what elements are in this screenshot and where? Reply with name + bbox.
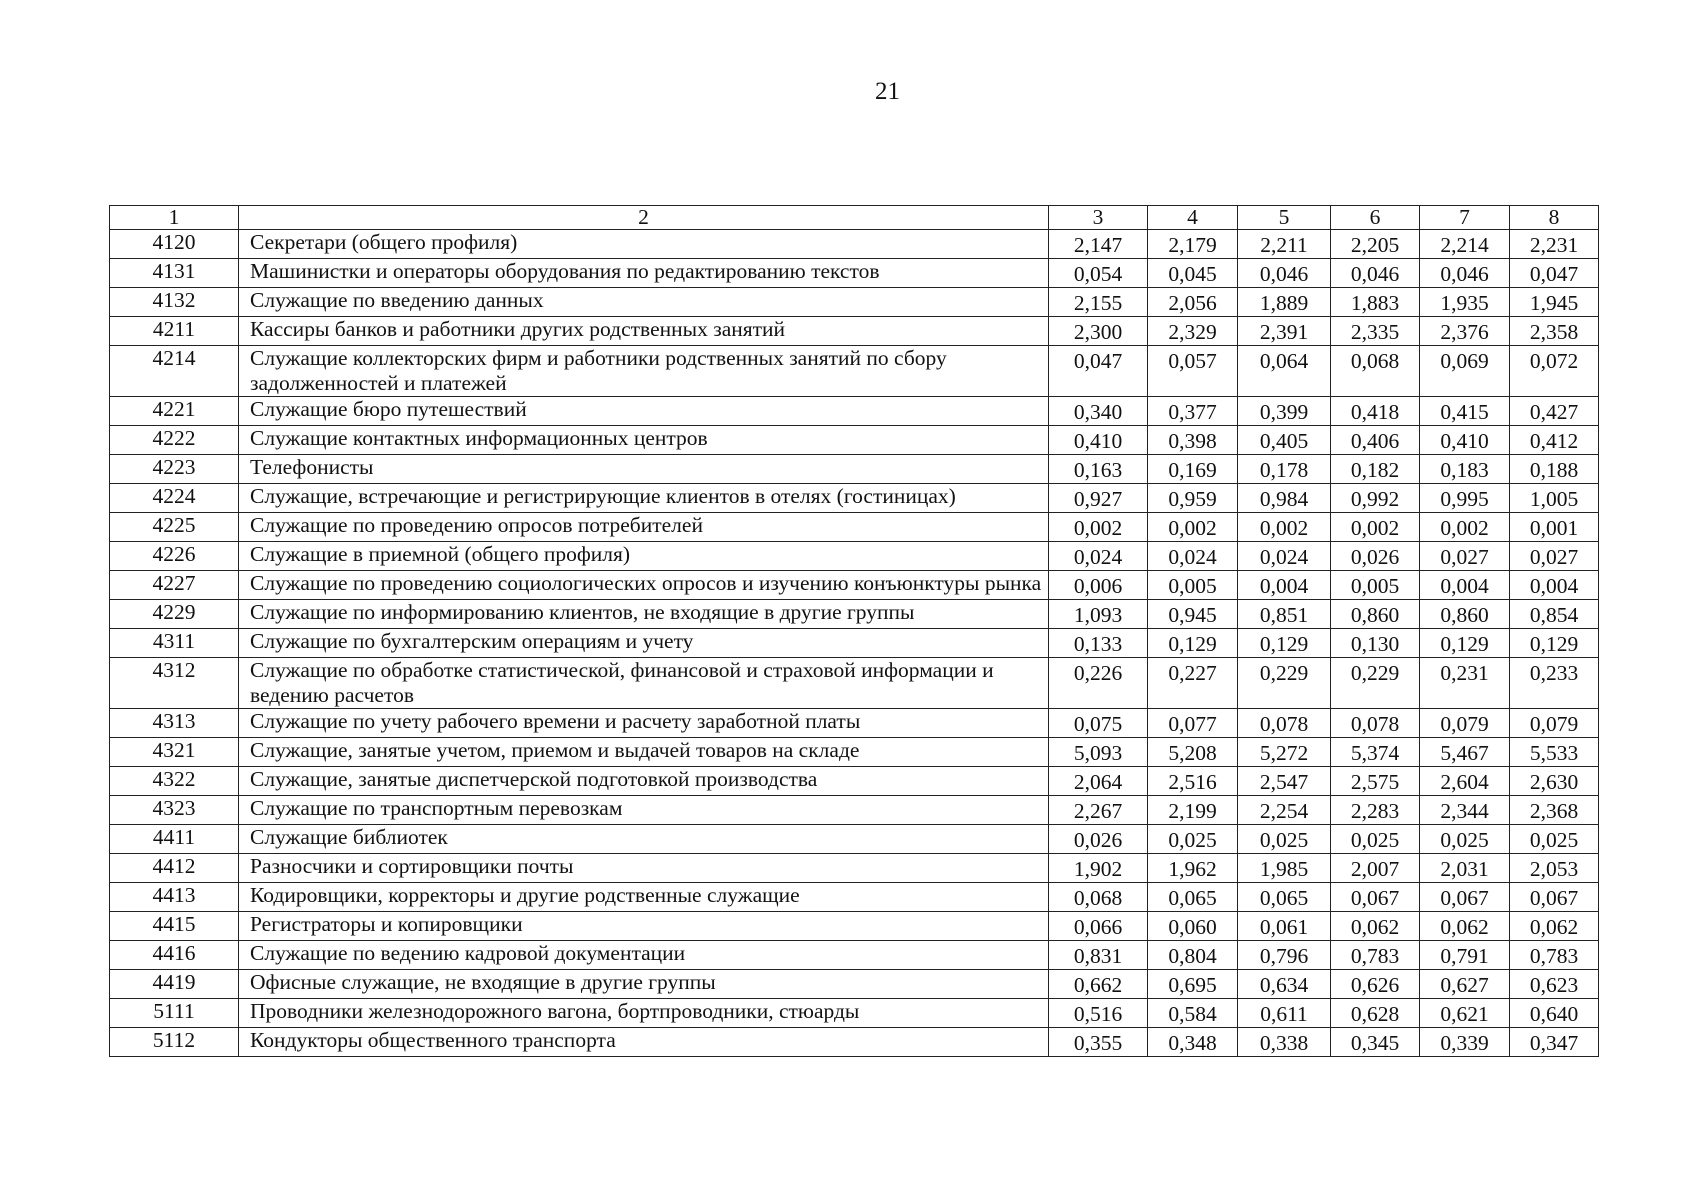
value-cell: 0,066 bbox=[1049, 912, 1148, 941]
value-cell: 0,405 bbox=[1238, 426, 1331, 455]
value-cell: 0,046 bbox=[1420, 259, 1510, 288]
value-cell: 0,072 bbox=[1510, 346, 1599, 397]
value-cell: 0,025 bbox=[1510, 825, 1599, 854]
header-cell: 7 bbox=[1420, 206, 1510, 230]
occupation-name-cell: Кодировщики, корректоры и другие родственные служащие bbox=[239, 883, 1049, 912]
value-cell: 0,188 bbox=[1510, 455, 1599, 484]
value-cell: 0,067 bbox=[1510, 883, 1599, 912]
value-cell: 0,233 bbox=[1510, 658, 1599, 709]
occupation-code-cell: 4214 bbox=[110, 346, 239, 397]
occupation-name-cell: Служащие по ведению кадровой документации bbox=[239, 941, 1049, 970]
value-cell: 0,002 bbox=[1049, 513, 1148, 542]
occupation-name-cell: Разносчики и сортировщики почты bbox=[239, 854, 1049, 883]
value-cell: 2,031 bbox=[1420, 854, 1510, 883]
value-cell: 0,338 bbox=[1238, 1028, 1331, 1057]
table-row bbox=[110, 767, 1599, 796]
value-cell: 0,077 bbox=[1148, 709, 1238, 738]
value-cell: 2,211 bbox=[1238, 230, 1331, 259]
value-cell: 0,412 bbox=[1510, 426, 1599, 455]
value-cell: 2,053 bbox=[1510, 854, 1599, 883]
value-cell: 0,002 bbox=[1238, 513, 1331, 542]
value-cell: 0,169 bbox=[1148, 455, 1238, 484]
value-cell: 1,005 bbox=[1510, 484, 1599, 513]
occupation-name-cell: Служащие, занятые диспетчерской подготовкой производства bbox=[239, 767, 1049, 796]
value-cell: 0,129 bbox=[1510, 629, 1599, 658]
table-row bbox=[110, 571, 1599, 600]
value-cell: 2,547 bbox=[1238, 767, 1331, 796]
value-cell: 0,377 bbox=[1148, 397, 1238, 426]
table-row bbox=[110, 484, 1599, 513]
value-cell: 0,791 bbox=[1420, 941, 1510, 970]
occupation-name-cell: Служащие по проведению опросов потребителей bbox=[239, 513, 1049, 542]
value-cell: 0,418 bbox=[1331, 397, 1420, 426]
value-cell: 2,358 bbox=[1510, 317, 1599, 346]
value-cell: 0,025 bbox=[1148, 825, 1238, 854]
value-cell: 0,024 bbox=[1238, 542, 1331, 571]
header-cell: 2 bbox=[239, 206, 1049, 230]
value-cell: 0,927 bbox=[1049, 484, 1148, 513]
table-header-row bbox=[110, 206, 1599, 230]
occupation-name-cell: Служащие по учету рабочего времени и расчету заработной платы bbox=[239, 709, 1049, 738]
value-cell: 0,062 bbox=[1420, 912, 1510, 941]
value-cell: 0,355 bbox=[1049, 1028, 1148, 1057]
table-row bbox=[110, 970, 1599, 999]
table-row bbox=[110, 629, 1599, 658]
value-cell: 0,005 bbox=[1148, 571, 1238, 600]
value-cell: 1,902 bbox=[1049, 854, 1148, 883]
table-row bbox=[110, 796, 1599, 825]
value-cell: 0,621 bbox=[1420, 999, 1510, 1028]
value-cell: 5,272 bbox=[1238, 738, 1331, 767]
header-cell: 5 bbox=[1238, 206, 1331, 230]
value-cell: 0,005 bbox=[1331, 571, 1420, 600]
value-cell: 0,045 bbox=[1148, 259, 1238, 288]
value-cell: 0,078 bbox=[1238, 709, 1331, 738]
table-row bbox=[110, 825, 1599, 854]
value-cell: 0,163 bbox=[1049, 455, 1148, 484]
value-cell: 0,831 bbox=[1049, 941, 1148, 970]
value-cell: 0,783 bbox=[1331, 941, 1420, 970]
value-cell: 1,093 bbox=[1049, 600, 1148, 629]
occupation-name-cell: Служащие по введению данных bbox=[239, 288, 1049, 317]
value-cell: 5,533 bbox=[1510, 738, 1599, 767]
value-cell: 0,046 bbox=[1331, 259, 1420, 288]
table-row bbox=[110, 426, 1599, 455]
value-cell: 0,584 bbox=[1148, 999, 1238, 1028]
occupation-name-cell: Служащие в приемной (общего профиля) bbox=[239, 542, 1049, 571]
value-cell: 2,214 bbox=[1420, 230, 1510, 259]
value-cell: 0,002 bbox=[1148, 513, 1238, 542]
value-cell: 0,945 bbox=[1148, 600, 1238, 629]
occupation-name-cell: Проводники железнодорожного вагона, бортпроводники, стюарды bbox=[239, 999, 1049, 1028]
value-cell: 0,626 bbox=[1331, 970, 1420, 999]
value-cell: 0,231 bbox=[1420, 658, 1510, 709]
value-cell: 0,796 bbox=[1238, 941, 1331, 970]
value-cell: 0,075 bbox=[1049, 709, 1148, 738]
header-cell: 1 bbox=[110, 206, 239, 230]
value-cell: 5,208 bbox=[1148, 738, 1238, 767]
value-cell: 2,391 bbox=[1238, 317, 1331, 346]
occupation-code-cell: 4222 bbox=[110, 426, 239, 455]
value-cell: 0,339 bbox=[1420, 1028, 1510, 1057]
value-cell: 0,406 bbox=[1331, 426, 1420, 455]
value-cell: 0,348 bbox=[1148, 1028, 1238, 1057]
occupation-name-cell: Служащие библиотек bbox=[239, 825, 1049, 854]
table-row bbox=[110, 397, 1599, 426]
value-cell: 0,004 bbox=[1420, 571, 1510, 600]
value-cell: 0,611 bbox=[1238, 999, 1331, 1028]
value-cell: 1,883 bbox=[1331, 288, 1420, 317]
occupation-code-cell: 4132 bbox=[110, 288, 239, 317]
value-cell: 0,079 bbox=[1510, 709, 1599, 738]
value-cell: 2,267 bbox=[1049, 796, 1148, 825]
occupation-code-cell: 4211 bbox=[110, 317, 239, 346]
table-row bbox=[110, 738, 1599, 767]
table-row bbox=[110, 317, 1599, 346]
occupation-name-cell: Кассиры банков и работники других родственных занятий bbox=[239, 317, 1049, 346]
value-cell: 0,067 bbox=[1420, 883, 1510, 912]
value-cell: 0,027 bbox=[1420, 542, 1510, 571]
occupation-code-cell: 4221 bbox=[110, 397, 239, 426]
value-cell: 0,226 bbox=[1049, 658, 1148, 709]
value-cell: 0,004 bbox=[1238, 571, 1331, 600]
value-cell: 5,093 bbox=[1049, 738, 1148, 767]
value-cell: 1,889 bbox=[1238, 288, 1331, 317]
value-cell: 0,068 bbox=[1331, 346, 1420, 397]
occupation-name-cell: Служащие коллекторских фирм и работники родственных занятий по сбору задолженностей и платежей bbox=[239, 346, 1049, 397]
header-cell: 3 bbox=[1049, 206, 1148, 230]
value-cell: 0,079 bbox=[1420, 709, 1510, 738]
occupation-name-cell: Служащие по обработке статистической, финансовой и страховой информации и ведению расчетов bbox=[239, 658, 1049, 709]
value-cell: 1,935 bbox=[1420, 288, 1510, 317]
value-cell: 0,229 bbox=[1238, 658, 1331, 709]
value-cell: 0,860 bbox=[1331, 600, 1420, 629]
value-cell: 0,178 bbox=[1238, 455, 1331, 484]
occupation-code-cell: 4227 bbox=[110, 571, 239, 600]
occupation-code-cell: 5112 bbox=[110, 1028, 239, 1057]
value-cell: 0,046 bbox=[1238, 259, 1331, 288]
table-row bbox=[110, 854, 1599, 883]
occupation-name-cell: Секретари (общего профиля) bbox=[239, 230, 1049, 259]
occupation-code-cell: 4322 bbox=[110, 767, 239, 796]
occupation-name-cell: Служащие по бухгалтерским операциям и учету bbox=[239, 629, 1049, 658]
occupation-code-cell: 4120 bbox=[110, 230, 239, 259]
value-cell: 0,065 bbox=[1148, 883, 1238, 912]
value-cell: 0,398 bbox=[1148, 426, 1238, 455]
value-cell: 0,427 bbox=[1510, 397, 1599, 426]
occupation-name-cell: Служащие по транспортным перевозкам bbox=[239, 796, 1049, 825]
table-row bbox=[110, 542, 1599, 571]
value-cell: 0,995 bbox=[1420, 484, 1510, 513]
occupation-code-cell: 4224 bbox=[110, 484, 239, 513]
occupation-code-cell: 4412 bbox=[110, 854, 239, 883]
value-cell: 0,057 bbox=[1148, 346, 1238, 397]
value-cell: 0,064 bbox=[1238, 346, 1331, 397]
occupation-name-cell: Служащие по информированию клиентов, не входящие в другие группы bbox=[239, 600, 1049, 629]
value-cell: 0,627 bbox=[1420, 970, 1510, 999]
value-cell: 0,695 bbox=[1148, 970, 1238, 999]
table-row bbox=[110, 709, 1599, 738]
value-cell: 2,329 bbox=[1148, 317, 1238, 346]
table-row bbox=[110, 1028, 1599, 1057]
table-row bbox=[110, 658, 1599, 709]
occupation-name-cell: Телефонисты bbox=[239, 455, 1049, 484]
value-cell: 0,069 bbox=[1420, 346, 1510, 397]
table-row bbox=[110, 288, 1599, 317]
value-cell: 0,851 bbox=[1238, 600, 1331, 629]
occupation-code-cell: 4415 bbox=[110, 912, 239, 941]
value-cell: 0,002 bbox=[1331, 513, 1420, 542]
value-cell: 2,283 bbox=[1331, 796, 1420, 825]
value-cell: 0,783 bbox=[1510, 941, 1599, 970]
value-cell: 0,133 bbox=[1049, 629, 1148, 658]
header-cell: 8 bbox=[1510, 206, 1599, 230]
occupation-code-cell: 4419 bbox=[110, 970, 239, 999]
occupation-code-cell: 4226 bbox=[110, 542, 239, 571]
value-cell: 2,604 bbox=[1420, 767, 1510, 796]
value-cell: 0,623 bbox=[1510, 970, 1599, 999]
value-cell: 0,026 bbox=[1049, 825, 1148, 854]
table-body bbox=[110, 206, 1599, 1057]
value-cell: 0,002 bbox=[1420, 513, 1510, 542]
table-row bbox=[110, 941, 1599, 970]
occupation-code-cell: 4223 bbox=[110, 455, 239, 484]
value-cell: 0,182 bbox=[1331, 455, 1420, 484]
value-cell: 0,640 bbox=[1510, 999, 1599, 1028]
value-cell: 0,415 bbox=[1420, 397, 1510, 426]
value-cell: 0,062 bbox=[1510, 912, 1599, 941]
value-cell: 1,962 bbox=[1148, 854, 1238, 883]
value-cell: 2,231 bbox=[1510, 230, 1599, 259]
value-cell: 0,062 bbox=[1331, 912, 1420, 941]
occupation-name-cell: Служащие бюро путешествий bbox=[239, 397, 1049, 426]
value-cell: 2,254 bbox=[1238, 796, 1331, 825]
value-cell: 0,047 bbox=[1049, 346, 1148, 397]
value-cell: 0,129 bbox=[1238, 629, 1331, 658]
value-cell: 0,025 bbox=[1420, 825, 1510, 854]
value-cell: 1,945 bbox=[1510, 288, 1599, 317]
occupation-code-cell: 4416 bbox=[110, 941, 239, 970]
value-cell: 0,340 bbox=[1049, 397, 1148, 426]
value-cell: 2,155 bbox=[1049, 288, 1148, 317]
value-cell: 0,078 bbox=[1331, 709, 1420, 738]
value-cell: 0,025 bbox=[1331, 825, 1420, 854]
value-cell: 2,335 bbox=[1331, 317, 1420, 346]
value-cell: 0,129 bbox=[1420, 629, 1510, 658]
occupation-code-cell: 4321 bbox=[110, 738, 239, 767]
value-cell: 2,575 bbox=[1331, 767, 1420, 796]
value-cell: 0,804 bbox=[1148, 941, 1238, 970]
occupation-code-cell: 4225 bbox=[110, 513, 239, 542]
value-cell: 0,047 bbox=[1510, 259, 1599, 288]
occupation-code-cell: 4313 bbox=[110, 709, 239, 738]
value-cell: 0,345 bbox=[1331, 1028, 1420, 1057]
value-cell: 0,854 bbox=[1510, 600, 1599, 629]
value-cell: 0,399 bbox=[1238, 397, 1331, 426]
value-cell: 2,064 bbox=[1049, 767, 1148, 796]
occupation-code-cell: 4411 bbox=[110, 825, 239, 854]
table-row bbox=[110, 883, 1599, 912]
value-cell: 0,027 bbox=[1510, 542, 1599, 571]
value-cell: 2,179 bbox=[1148, 230, 1238, 259]
value-cell: 0,024 bbox=[1049, 542, 1148, 571]
occupation-code-cell: 4229 bbox=[110, 600, 239, 629]
value-cell: 0,516 bbox=[1049, 999, 1148, 1028]
value-cell: 0,984 bbox=[1238, 484, 1331, 513]
value-cell: 0,067 bbox=[1331, 883, 1420, 912]
occupation-name-cell: Служащие, встречающие и регистрирующие клиентов в отелях (гостиницах) bbox=[239, 484, 1049, 513]
value-cell: 0,959 bbox=[1148, 484, 1238, 513]
header-cell: 6 bbox=[1331, 206, 1420, 230]
value-cell: 5,467 bbox=[1420, 738, 1510, 767]
value-cell: 0,025 bbox=[1238, 825, 1331, 854]
table-row bbox=[110, 455, 1599, 484]
value-cell: 0,229 bbox=[1331, 658, 1420, 709]
value-cell: 0,347 bbox=[1510, 1028, 1599, 1057]
occupation-name-cell: Служащие контактных информационных центров bbox=[239, 426, 1049, 455]
occupation-code-cell: 4311 bbox=[110, 629, 239, 658]
table-row bbox=[110, 230, 1599, 259]
page-number: 21 bbox=[875, 78, 900, 105]
value-cell: 5,374 bbox=[1331, 738, 1420, 767]
value-cell: 0,061 bbox=[1238, 912, 1331, 941]
value-cell: 0,628 bbox=[1331, 999, 1420, 1028]
value-cell: 0,065 bbox=[1238, 883, 1331, 912]
occupation-name-cell: Машинистки и операторы оборудования по редактированию текстов bbox=[239, 259, 1049, 288]
value-cell: 0,992 bbox=[1331, 484, 1420, 513]
occupation-name-cell: Регистраторы и копировщики bbox=[239, 912, 1049, 941]
value-cell: 1,985 bbox=[1238, 854, 1331, 883]
value-cell: 2,630 bbox=[1510, 767, 1599, 796]
table-row bbox=[110, 999, 1599, 1028]
value-cell: 2,344 bbox=[1420, 796, 1510, 825]
value-cell: 0,024 bbox=[1148, 542, 1238, 571]
value-cell: 0,026 bbox=[1331, 542, 1420, 571]
value-cell: 2,376 bbox=[1420, 317, 1510, 346]
value-cell: 2,368 bbox=[1510, 796, 1599, 825]
value-cell: 2,516 bbox=[1148, 767, 1238, 796]
table-row bbox=[110, 259, 1599, 288]
value-cell: 2,300 bbox=[1049, 317, 1148, 346]
table-row bbox=[110, 346, 1599, 397]
value-cell: 0,001 bbox=[1510, 513, 1599, 542]
occupation-code-cell: 4413 bbox=[110, 883, 239, 912]
occupation-name-cell: Кондукторы общественного транспорта bbox=[239, 1028, 1049, 1057]
occupation-name-cell: Служащие, занятые учетом, приемом и выдачей товаров на складе bbox=[239, 738, 1049, 767]
table-row bbox=[110, 912, 1599, 941]
value-cell: 0,004 bbox=[1510, 571, 1599, 600]
value-cell: 0,068 bbox=[1049, 883, 1148, 912]
value-cell: 0,410 bbox=[1049, 426, 1148, 455]
value-cell: 0,662 bbox=[1049, 970, 1148, 999]
value-cell: 0,129 bbox=[1148, 629, 1238, 658]
occupation-code-cell: 4312 bbox=[110, 658, 239, 709]
occupation-code-cell: 4131 bbox=[110, 259, 239, 288]
value-cell: 0,860 bbox=[1420, 600, 1510, 629]
header-cell: 4 bbox=[1148, 206, 1238, 230]
value-cell: 2,199 bbox=[1148, 796, 1238, 825]
value-cell: 0,130 bbox=[1331, 629, 1420, 658]
value-cell: 0,227 bbox=[1148, 658, 1238, 709]
value-cell: 2,056 bbox=[1148, 288, 1238, 317]
occupation-data-table bbox=[109, 205, 1599, 1057]
value-cell: 0,006 bbox=[1049, 571, 1148, 600]
value-cell: 2,007 bbox=[1331, 854, 1420, 883]
occupation-code-cell: 5111 bbox=[110, 999, 239, 1028]
table-row bbox=[110, 513, 1599, 542]
value-cell: 2,147 bbox=[1049, 230, 1148, 259]
value-cell: 0,634 bbox=[1238, 970, 1331, 999]
value-cell: 0,060 bbox=[1148, 912, 1238, 941]
table-row bbox=[110, 600, 1599, 629]
value-cell: 0,183 bbox=[1420, 455, 1510, 484]
occupation-code-cell: 4323 bbox=[110, 796, 239, 825]
value-cell: 0,054 bbox=[1049, 259, 1148, 288]
occupation-name-cell: Служащие по проведению социологических опросов и изучению конъюнктуры рынка bbox=[239, 571, 1049, 600]
value-cell: 0,410 bbox=[1420, 426, 1510, 455]
value-cell: 2,205 bbox=[1331, 230, 1420, 259]
occupation-name-cell: Офисные служащие, не входящие в другие группы bbox=[239, 970, 1049, 999]
